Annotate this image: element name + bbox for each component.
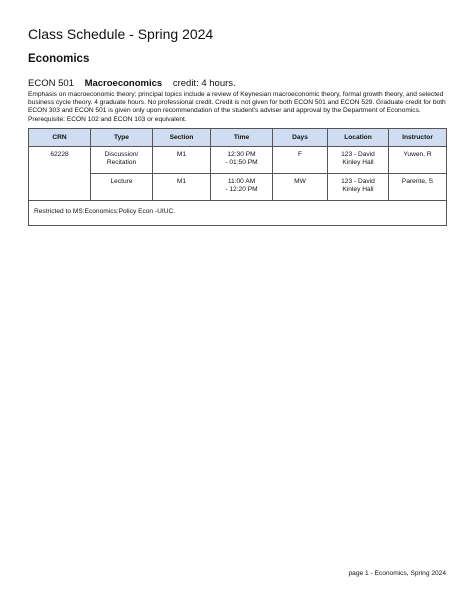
type-line: Discussion/	[104, 151, 139, 158]
crn-cell: 62228	[29, 147, 91, 201]
table-row	[29, 147, 447, 174]
col-header-days: Days	[273, 129, 328, 147]
location-cell	[328, 174, 389, 201]
time-line: 12:30 PM	[227, 151, 256, 158]
time-cell	[211, 147, 273, 174]
course-credit: credit: 4 hours.	[172, 78, 236, 89]
course-header	[28, 78, 236, 89]
time-cell	[211, 174, 273, 201]
col-header-location: Location	[328, 129, 389, 147]
table-row	[29, 174, 447, 201]
page-footer: page 1 - Economics, Spring 2024	[348, 570, 446, 577]
col-header-type: Type	[91, 129, 153, 147]
time-line: - 12:20 PM	[225, 186, 258, 193]
type-cell	[91, 147, 153, 174]
course-code: ECON 501	[28, 78, 74, 89]
section-cell: M1	[153, 174, 211, 201]
type-cell: Lecture	[91, 174, 153, 201]
location-line: Kinley Hall	[342, 159, 374, 166]
instructor-cell: Yuwen, R	[389, 147, 447, 174]
location-line: 123 - David	[341, 178, 375, 185]
col-header-instructor: Instructor	[389, 129, 447, 147]
page-title: Class Schedule - Spring 2024	[28, 26, 214, 42]
col-header-time: Time	[211, 129, 273, 147]
table-header-row	[29, 129, 447, 147]
course-description: Emphasis on macroeconomic theory; principal topics include a review of Keynesian macroeconomic theory, formal growth theory, and selected business cycle theory. 4 graduate hours. No professional credit. Credit is not given for both ECON 501 and ECON 529. Graduate credit for both ECON 303 and ECON 501 is given only upon recommendation of the student's adviser and approval by the Department of Economics. Prerequisite: ECON 102 and ECON 103 or equivalent.	[28, 91, 446, 123]
days-cell: MW	[273, 174, 328, 201]
days-cell: F	[273, 147, 328, 174]
location-cell	[328, 147, 389, 174]
time-line: 11:00 AM	[227, 178, 256, 185]
restriction-note: Restricted to MS:Economics:Policy Econ -UIUC.	[29, 201, 447, 226]
department-title: Economics	[28, 53, 90, 65]
restriction-row	[29, 201, 447, 226]
type-line: Recitation	[106, 159, 137, 166]
time-line: - 01:50 PM	[225, 159, 258, 166]
section-cell: M1	[153, 147, 211, 174]
location-line: 123 - David	[341, 151, 375, 158]
col-header-section: Section	[153, 129, 211, 147]
location-line: Kinley Hall	[342, 186, 374, 193]
course-name: Macroeconomics	[84, 78, 163, 89]
schedule-table	[28, 128, 447, 226]
instructor-cell: Parente, S	[389, 174, 447, 201]
col-header-crn: CRN	[29, 129, 91, 147]
